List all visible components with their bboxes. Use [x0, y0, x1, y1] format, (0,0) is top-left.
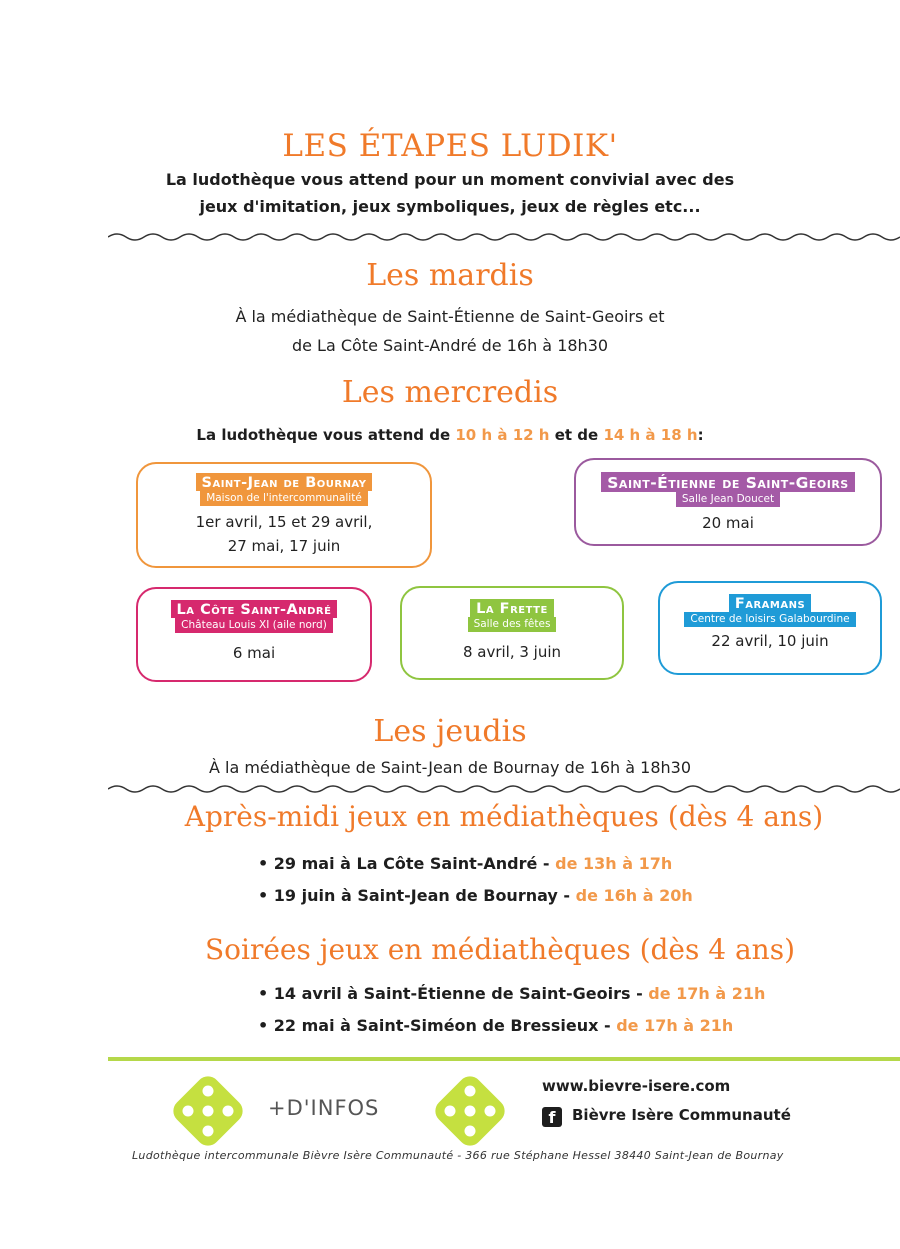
- list-item-text: • 14 avril à Saint-Étienne de Saint-Geoirs -: [258, 984, 643, 1003]
- mardis-text: [0, 302, 900, 360]
- card-dates: [660, 629, 880, 653]
- apres-midi-title: Après-midi jeux en médiathèques (dès 4 ans): [184, 800, 824, 833]
- footer-address: Ludothèque intercommunale Bièvre Isère Communauté - 366 rue Stéphane Hessel 38440 Saint-Jean de Bournay: [132, 1149, 784, 1162]
- list-item-time: de 17h à 21h: [648, 984, 766, 1003]
- card-dates-line-1: 6 mai: [232, 644, 276, 662]
- intro-line-1: La ludothèque vous attend pour un moment convivial avec des: [165, 170, 735, 189]
- wavy-divider: [108, 231, 900, 243]
- list-item-time: de 13h à 17h: [555, 854, 673, 873]
- card-venue: Salle des fêtes: [468, 617, 557, 632]
- card-dates: [138, 510, 430, 558]
- card-venue: Salle Jean Doucet: [676, 492, 780, 507]
- footer-divider: [108, 1057, 900, 1061]
- soirees-title: Soirées jeux en médiathèques (dès 4 ans): [204, 933, 796, 966]
- mercredis-intro-prefix: La ludothèque vous attend de: [196, 426, 451, 444]
- card-venue: Centre de loisirs Galabourdine: [684, 612, 855, 627]
- wavy-divider: [108, 783, 900, 795]
- list-item: [258, 978, 765, 1010]
- mercredis-time-2: 14 h à 18 h: [603, 426, 698, 444]
- mardis-line-2: de La Côte Saint-André de 16h à 18h30: [291, 336, 609, 355]
- dice-icon: [172, 1075, 244, 1147]
- card-dates-line-2: 27 mai, 17 juin: [227, 537, 341, 555]
- card-location-name: La Côte Saint-André: [171, 600, 338, 618]
- list-item-text: • 22 mai à Saint-Siméon de Bressieux -: [258, 1016, 611, 1035]
- website-link[interactable]: www.bievre-isere.com: [542, 1077, 731, 1095]
- card-dates: [402, 640, 622, 664]
- card-dates-line-1: 20 mai: [702, 514, 754, 532]
- list-item: [258, 880, 693, 912]
- card-location-name: La Frette: [470, 599, 554, 617]
- jeudis-title: Les jeudis: [373, 714, 527, 749]
- list-item-text: • 29 mai à La Côte Saint-André -: [258, 854, 550, 873]
- mardis-title: Les mardis: [366, 258, 534, 293]
- jeudis-line-1: À la médiathèque de Saint-Jean de Bournay de 16h à 18h30: [208, 758, 692, 777]
- card-la-frette: [400, 586, 624, 680]
- mercredis-intro: [0, 426, 900, 444]
- list-item-time: de 17h à 21h: [616, 1016, 734, 1035]
- card-venue: Château Louis XI (aile nord): [175, 618, 333, 633]
- facebook-page-name: Bièvre Isère Communauté: [572, 1106, 791, 1124]
- card-saint-jean-de-bournay: [136, 462, 432, 568]
- card-la-cote-saint-andre: [136, 587, 372, 682]
- card-dates-line-1: 22 avril, 10 juin: [711, 632, 829, 650]
- dice-icon: [434, 1075, 506, 1147]
- intro-text: [0, 166, 900, 220]
- card-dates-line-1: 1er avril, 15 et 29 avril,: [195, 513, 373, 531]
- more-info-label: +D'INFOS: [268, 1096, 380, 1120]
- mercredis-intro-middle: et de: [554, 426, 599, 444]
- card-venue: Maison de l'intercommunalité: [200, 491, 368, 506]
- list-item-time: de 16h à 20h: [575, 886, 693, 905]
- mercredis-intro-suffix: :: [697, 426, 704, 444]
- card-location-name: Faramans: [729, 594, 811, 612]
- page-title: LES ÉTAPES LUDIK': [282, 128, 618, 164]
- apres-midi-list: [258, 848, 693, 912]
- list-item: [258, 1010, 765, 1042]
- card-dates: [576, 511, 880, 535]
- card-location-name: Saint-Jean de Bournay: [196, 473, 373, 491]
- facebook-icon: f: [542, 1107, 562, 1127]
- list-item-text: • 19 juin à Saint-Jean de Bournay -: [258, 886, 571, 905]
- mercredis-title: Les mercredis: [341, 375, 559, 410]
- intro-line-2: jeux d'imitation, jeux symboliques, jeux de règles etc...: [199, 197, 701, 216]
- card-faramans: [658, 581, 882, 675]
- card-location-name: Saint-Étienne de Saint-Geoirs: [601, 472, 854, 492]
- mardis-line-1: À la médiathèque de Saint-Étienne de Saint-Geoirs et: [235, 307, 665, 326]
- card-dates-line-1: 8 avril, 3 juin: [462, 643, 562, 661]
- list-item: [258, 848, 693, 880]
- card-dates: [138, 641, 370, 665]
- facebook-link[interactable]: [542, 1106, 791, 1127]
- soirees-list: [258, 978, 765, 1042]
- card-saint-etienne-de-saint-geoirs: [574, 458, 882, 546]
- mercredis-time-1: 10 h à 12 h: [455, 426, 550, 444]
